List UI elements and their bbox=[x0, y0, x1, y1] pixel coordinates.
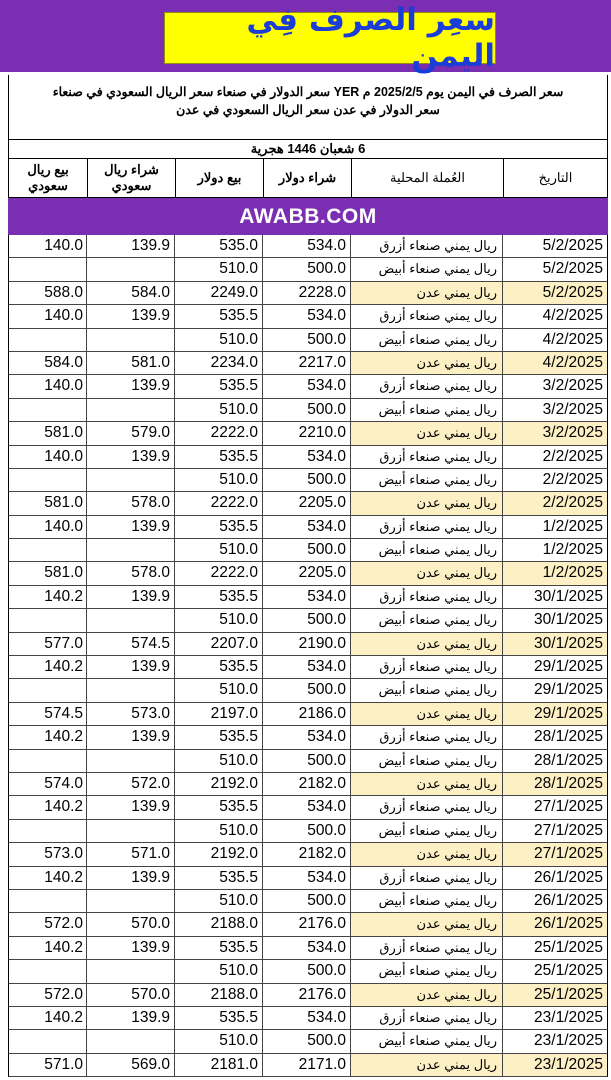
cell-sell-usd: 535.5 bbox=[175, 867, 263, 890]
cell-date: 1/2/2025 bbox=[503, 539, 608, 562]
table-row bbox=[8, 562, 608, 585]
cell-buy-sar: 572.0 bbox=[87, 773, 175, 796]
cell-currency: ريال يمني عدن bbox=[351, 843, 503, 866]
cell-buy-sar: 139.9 bbox=[87, 656, 175, 679]
cell-currency: ريال يمني صنعاء أزرق bbox=[351, 235, 503, 258]
cell-currency: ريال يمني صنعاء أبيض bbox=[351, 960, 503, 983]
cell-currency: ريال يمني صنعاء أزرق bbox=[351, 586, 503, 609]
cell-date: 26/1/2025 bbox=[503, 913, 608, 936]
cell-buy-sar bbox=[87, 539, 175, 562]
cell-sell-usd: 535.5 bbox=[175, 726, 263, 749]
cell-sell-usd: 510.0 bbox=[175, 469, 263, 492]
table-row bbox=[8, 633, 608, 656]
cell-buy-usd: 534.0 bbox=[263, 375, 351, 398]
cell-buy-usd: 534.0 bbox=[263, 1007, 351, 1030]
cell-sell-sar: 140.0 bbox=[8, 446, 87, 469]
cell-date: 27/1/2025 bbox=[503, 796, 608, 819]
cell-buy-sar bbox=[87, 258, 175, 281]
cell-buy-usd: 500.0 bbox=[263, 539, 351, 562]
cell-currency: ريال يمني صنعاء أبيض bbox=[351, 820, 503, 843]
cell-date: 23/1/2025 bbox=[503, 1054, 608, 1077]
table-row bbox=[8, 609, 608, 632]
cell-sell-sar: 581.0 bbox=[8, 562, 87, 585]
site-label: AWABB.COM bbox=[239, 204, 377, 228]
cell-date: 30/1/2025 bbox=[503, 586, 608, 609]
cell-sell-sar bbox=[8, 399, 87, 422]
cell-buy-sar bbox=[87, 469, 175, 492]
cell-buy-usd: 534.0 bbox=[263, 937, 351, 960]
table-row bbox=[8, 305, 608, 328]
table-row bbox=[8, 492, 608, 515]
cell-date: 28/1/2025 bbox=[503, 750, 608, 773]
cell-sell-sar: 140.2 bbox=[8, 726, 87, 749]
cell-sell-sar: 577.0 bbox=[8, 633, 87, 656]
cell-sell-sar: 572.0 bbox=[8, 913, 87, 936]
cell-buy-usd: 2182.0 bbox=[263, 773, 351, 796]
table-row bbox=[8, 1054, 608, 1077]
table-row bbox=[8, 796, 608, 819]
cell-date: 30/1/2025 bbox=[503, 609, 608, 632]
table-row bbox=[8, 656, 608, 679]
cell-buy-usd: 534.0 bbox=[263, 516, 351, 539]
cell-sell-usd: 510.0 bbox=[175, 399, 263, 422]
cell-sell-usd: 510.0 bbox=[175, 820, 263, 843]
site-strip bbox=[8, 198, 608, 235]
cell-date: 3/2/2025 bbox=[503, 375, 608, 398]
cell-sell-usd: 2188.0 bbox=[175, 984, 263, 1007]
cell-date: 28/1/2025 bbox=[503, 773, 608, 796]
cell-buy-usd: 500.0 bbox=[263, 469, 351, 492]
cell-buy-usd: 2176.0 bbox=[263, 913, 351, 936]
cell-currency: ريال يمني صنعاء أزرق bbox=[351, 656, 503, 679]
cell-buy-usd: 2205.0 bbox=[263, 562, 351, 585]
cell-buy-usd: 534.0 bbox=[263, 586, 351, 609]
cell-date: 25/1/2025 bbox=[503, 937, 608, 960]
table-row bbox=[8, 1007, 608, 1030]
cell-date: 29/1/2025 bbox=[503, 703, 608, 726]
cell-date: 30/1/2025 bbox=[503, 633, 608, 656]
cell-buy-usd: 534.0 bbox=[263, 726, 351, 749]
page-title: سعِر الصرف فِي اليمن bbox=[246, 2, 495, 74]
cell-date: 4/2/2025 bbox=[503, 305, 608, 328]
cell-buy-usd: 534.0 bbox=[263, 235, 351, 258]
cell-currency: ريال يمني عدن bbox=[351, 352, 503, 375]
cell-sell-sar: 140.2 bbox=[8, 867, 87, 890]
cell-buy-sar: 139.9 bbox=[87, 867, 175, 890]
cell-currency: ريال يمني عدن bbox=[351, 984, 503, 1007]
cell-sell-sar bbox=[8, 329, 87, 352]
title-banner bbox=[0, 0, 611, 72]
table-row bbox=[8, 446, 608, 469]
cell-currency: ريال يمني صنعاء أبيض bbox=[351, 539, 503, 562]
cell-buy-sar: 579.0 bbox=[87, 422, 175, 445]
cell-sell-sar: 140.2 bbox=[8, 1007, 87, 1030]
cell-date: 28/1/2025 bbox=[503, 726, 608, 749]
cell-sell-usd: 2192.0 bbox=[175, 843, 263, 866]
table-row bbox=[8, 960, 608, 983]
cell-buy-sar bbox=[87, 399, 175, 422]
cell-buy-sar: 139.9 bbox=[87, 586, 175, 609]
table-row bbox=[8, 282, 608, 305]
header-sell-usd: بيع دولار bbox=[175, 158, 264, 198]
cell-sell-sar: 584.0 bbox=[8, 352, 87, 375]
cell-sell-usd: 2234.0 bbox=[175, 352, 263, 375]
cell-currency: ريال يمني صنعاء أبيض bbox=[351, 890, 503, 913]
cell-date: 26/1/2025 bbox=[503, 867, 608, 890]
cell-date: 23/1/2025 bbox=[503, 1030, 608, 1053]
cell-buy-sar: 581.0 bbox=[87, 352, 175, 375]
cell-currency: ريال يمني صنعاء أزرق bbox=[351, 375, 503, 398]
cell-sell-sar bbox=[8, 679, 87, 702]
table-row bbox=[8, 843, 608, 866]
cell-date: 1/2/2025 bbox=[503, 562, 608, 585]
cell-buy-sar: 569.0 bbox=[87, 1054, 175, 1077]
cell-sell-sar bbox=[8, 960, 87, 983]
cell-buy-usd: 500.0 bbox=[263, 1030, 351, 1053]
cell-date: 23/1/2025 bbox=[503, 1007, 608, 1030]
cell-buy-sar bbox=[87, 750, 175, 773]
cell-sell-sar: 140.2 bbox=[8, 656, 87, 679]
cell-currency: ريال يمني عدن bbox=[351, 913, 503, 936]
cell-buy-sar: 578.0 bbox=[87, 562, 175, 585]
cell-buy-usd: 534.0 bbox=[263, 867, 351, 890]
cell-sell-usd: 2188.0 bbox=[175, 913, 263, 936]
cell-buy-sar: 573.0 bbox=[87, 703, 175, 726]
cell-sell-usd: 2181.0 bbox=[175, 1054, 263, 1077]
table-row bbox=[8, 469, 608, 492]
cell-sell-usd: 2197.0 bbox=[175, 703, 263, 726]
cell-date: 29/1/2025 bbox=[503, 656, 608, 679]
table-row bbox=[8, 399, 608, 422]
cell-sell-usd: 2222.0 bbox=[175, 492, 263, 515]
cell-currency: ريال يمني صنعاء أبيض bbox=[351, 609, 503, 632]
table-row bbox=[8, 1030, 608, 1053]
cell-buy-sar: 139.9 bbox=[87, 937, 175, 960]
cell-buy-sar: 570.0 bbox=[87, 984, 175, 1007]
cell-sell-sar bbox=[8, 469, 87, 492]
cell-date: 27/1/2025 bbox=[503, 843, 608, 866]
header-date: التاريخ bbox=[503, 158, 608, 198]
cell-buy-usd: 500.0 bbox=[263, 609, 351, 632]
cell-date: 26/1/2025 bbox=[503, 890, 608, 913]
cell-sell-sar bbox=[8, 258, 87, 281]
cell-date: 5/2/2025 bbox=[503, 258, 608, 281]
cell-currency: ريال يمني صنعاء أزرق bbox=[351, 516, 503, 539]
cell-buy-usd: 2182.0 bbox=[263, 843, 351, 866]
cell-buy-usd: 2217.0 bbox=[263, 352, 351, 375]
cell-sell-usd: 510.0 bbox=[175, 258, 263, 281]
description bbox=[8, 75, 608, 139]
cell-sell-usd: 2249.0 bbox=[175, 282, 263, 305]
cell-sell-sar bbox=[8, 820, 87, 843]
cell-sell-sar: 588.0 bbox=[8, 282, 87, 305]
cell-date: 2/2/2025 bbox=[503, 446, 608, 469]
cell-sell-sar: 571.0 bbox=[8, 1054, 87, 1077]
cell-sell-usd: 510.0 bbox=[175, 890, 263, 913]
table-row bbox=[8, 890, 608, 913]
cell-currency: ريال يمني عدن bbox=[351, 703, 503, 726]
cell-sell-sar: 140.0 bbox=[8, 516, 87, 539]
cell-currency: ريال يمني عدن bbox=[351, 633, 503, 656]
cell-date: 29/1/2025 bbox=[503, 679, 608, 702]
cell-currency: ريال يمني صنعاء أبيض bbox=[351, 679, 503, 702]
table-row bbox=[8, 352, 608, 375]
cell-sell-sar bbox=[8, 1030, 87, 1053]
cell-currency: ريال يمني عدن bbox=[351, 562, 503, 585]
cell-sell-sar: 140.0 bbox=[8, 235, 87, 258]
cell-sell-usd: 2222.0 bbox=[175, 422, 263, 445]
cell-currency: ريال يمني عدن bbox=[351, 492, 503, 515]
cell-currency: ريال يمني عدن bbox=[351, 282, 503, 305]
cell-date: 27/1/2025 bbox=[503, 820, 608, 843]
cell-buy-usd: 2171.0 bbox=[263, 1054, 351, 1077]
hijri-date: 6 شعبان 1446 هجرية bbox=[8, 139, 608, 159]
cell-buy-sar: 571.0 bbox=[87, 843, 175, 866]
cell-buy-usd: 500.0 bbox=[263, 329, 351, 352]
cell-currency: ريال يمني صنعاء أبيض bbox=[351, 1030, 503, 1053]
header-buy-sar: شراء ريال سعودي bbox=[87, 158, 176, 198]
cell-date: 5/2/2025 bbox=[503, 282, 608, 305]
cell-buy-usd: 534.0 bbox=[263, 656, 351, 679]
cell-sell-sar: 140.0 bbox=[8, 305, 87, 328]
table-row bbox=[8, 750, 608, 773]
cell-sell-usd: 535.5 bbox=[175, 375, 263, 398]
cell-currency: ريال يمني عدن bbox=[351, 422, 503, 445]
table-row bbox=[8, 703, 608, 726]
cell-sell-usd: 2222.0 bbox=[175, 562, 263, 585]
table-row bbox=[8, 820, 608, 843]
cell-buy-sar: 570.0 bbox=[87, 913, 175, 936]
cell-date: 4/2/2025 bbox=[503, 352, 608, 375]
description-line-1: سعر الصرف في اليمن يوم 2025/2/5 م YER سعر الدولار في صنعاء سعر الريال السعودي في صنعاء bbox=[52, 85, 564, 99]
cell-buy-usd: 500.0 bbox=[263, 750, 351, 773]
cell-currency: ريال يمني صنعاء أبيض bbox=[351, 258, 503, 281]
cell-buy-usd: 2228.0 bbox=[263, 282, 351, 305]
table-row bbox=[8, 258, 608, 281]
cell-buy-usd: 2210.0 bbox=[263, 422, 351, 445]
cell-buy-sar: 584.0 bbox=[87, 282, 175, 305]
cell-buy-usd: 500.0 bbox=[263, 258, 351, 281]
cell-sell-usd: 510.0 bbox=[175, 329, 263, 352]
cell-currency: ريال يمني صنعاء أزرق bbox=[351, 937, 503, 960]
cell-currency: ريال يمني صنعاء أبيض bbox=[351, 329, 503, 352]
cell-buy-sar bbox=[87, 329, 175, 352]
cell-sell-usd: 535.5 bbox=[175, 1007, 263, 1030]
cell-sell-sar: 581.0 bbox=[8, 422, 87, 445]
cell-sell-sar: 581.0 bbox=[8, 492, 87, 515]
cell-date: 4/2/2025 bbox=[503, 329, 608, 352]
cell-currency: ريال يمني صنعاء أزرق bbox=[351, 726, 503, 749]
cell-buy-usd: 2186.0 bbox=[263, 703, 351, 726]
table-row bbox=[8, 586, 608, 609]
cell-buy-sar: 139.9 bbox=[87, 375, 175, 398]
cell-date: 2/2/2025 bbox=[503, 492, 608, 515]
table-row bbox=[8, 773, 608, 796]
table-row bbox=[8, 679, 608, 702]
cell-buy-usd: 2190.0 bbox=[263, 633, 351, 656]
cell-date: 2/2/2025 bbox=[503, 469, 608, 492]
cell-sell-usd: 535.5 bbox=[175, 305, 263, 328]
cell-buy-sar bbox=[87, 820, 175, 843]
cell-buy-sar bbox=[87, 890, 175, 913]
cell-buy-sar: 139.9 bbox=[87, 726, 175, 749]
cell-date: 3/2/2025 bbox=[503, 422, 608, 445]
table-row bbox=[8, 726, 608, 749]
cell-sell-usd: 510.0 bbox=[175, 750, 263, 773]
cell-buy-sar: 139.9 bbox=[87, 516, 175, 539]
cell-sell-usd: 535.5 bbox=[175, 446, 263, 469]
cell-buy-usd: 500.0 bbox=[263, 960, 351, 983]
cell-sell-usd: 535.5 bbox=[175, 796, 263, 819]
rates-table-body bbox=[8, 235, 608, 1077]
table-row bbox=[8, 867, 608, 890]
cell-currency: ريال يمني صنعاء أزرق bbox=[351, 305, 503, 328]
cell-buy-sar bbox=[87, 960, 175, 983]
cell-buy-usd: 500.0 bbox=[263, 679, 351, 702]
cell-buy-sar: 139.9 bbox=[87, 796, 175, 819]
header-currency: العُملة المحلية bbox=[351, 158, 504, 198]
cell-sell-sar: 573.0 bbox=[8, 843, 87, 866]
cell-currency: ريال يمني صنعاء أزرق bbox=[351, 796, 503, 819]
cell-buy-usd: 500.0 bbox=[263, 820, 351, 843]
cell-sell-usd: 510.0 bbox=[175, 609, 263, 632]
cell-currency: ريال يمني صنعاء أزرق bbox=[351, 446, 503, 469]
cell-buy-sar: 574.5 bbox=[87, 633, 175, 656]
cell-date: 25/1/2025 bbox=[503, 984, 608, 1007]
table-row bbox=[8, 937, 608, 960]
cell-sell-usd: 2207.0 bbox=[175, 633, 263, 656]
cell-buy-usd: 2205.0 bbox=[263, 492, 351, 515]
cell-sell-usd: 535.0 bbox=[175, 235, 263, 258]
cell-buy-sar: 139.9 bbox=[87, 446, 175, 469]
cell-currency: ريال يمني صنعاء أبيض bbox=[351, 750, 503, 773]
cell-currency: ريال يمني صنعاء أزرق bbox=[351, 867, 503, 890]
cell-sell-usd: 535.5 bbox=[175, 937, 263, 960]
cell-sell-usd: 510.0 bbox=[175, 679, 263, 702]
cell-sell-sar: 574.5 bbox=[8, 703, 87, 726]
cell-buy-sar: 139.9 bbox=[87, 235, 175, 258]
cell-sell-usd: 535.5 bbox=[175, 586, 263, 609]
cell-buy-usd: 534.0 bbox=[263, 796, 351, 819]
cell-sell-sar bbox=[8, 890, 87, 913]
table-row bbox=[8, 913, 608, 936]
cell-sell-sar: 572.0 bbox=[8, 984, 87, 1007]
cell-buy-sar: 578.0 bbox=[87, 492, 175, 515]
header-buy-usd: شراء دولار bbox=[263, 158, 352, 198]
table-row bbox=[8, 235, 608, 258]
cell-sell-sar bbox=[8, 539, 87, 562]
table-row bbox=[8, 516, 608, 539]
cell-buy-sar bbox=[87, 1030, 175, 1053]
cell-buy-sar: 139.9 bbox=[87, 1007, 175, 1030]
cell-buy-usd: 2176.0 bbox=[263, 984, 351, 1007]
table-row bbox=[8, 375, 608, 398]
table-row bbox=[8, 329, 608, 352]
cell-currency: ريال يمني صنعاء أبيض bbox=[351, 399, 503, 422]
cell-buy-sar bbox=[87, 679, 175, 702]
cell-buy-usd: 500.0 bbox=[263, 399, 351, 422]
cell-currency: ريال يمني عدن bbox=[351, 773, 503, 796]
table-row bbox=[8, 422, 608, 445]
table-row bbox=[8, 539, 608, 562]
cell-sell-sar: 140.2 bbox=[8, 937, 87, 960]
cell-buy-usd: 534.0 bbox=[263, 305, 351, 328]
cell-sell-usd: 535.5 bbox=[175, 656, 263, 679]
cell-currency: ريال يمني صنعاء أزرق bbox=[351, 1007, 503, 1030]
cell-sell-sar bbox=[8, 750, 87, 773]
cell-buy-sar: 139.9 bbox=[87, 305, 175, 328]
cell-date: 25/1/2025 bbox=[503, 960, 608, 983]
cell-date: 3/2/2025 bbox=[503, 399, 608, 422]
cell-sell-usd: 510.0 bbox=[175, 539, 263, 562]
cell-date: 1/2/2025 bbox=[503, 516, 608, 539]
cell-currency: ريال يمني عدن bbox=[351, 1054, 503, 1077]
cell-sell-sar: 140.2 bbox=[8, 586, 87, 609]
cell-buy-usd: 534.0 bbox=[263, 446, 351, 469]
table-row bbox=[8, 984, 608, 1007]
cell-sell-sar: 574.0 bbox=[8, 773, 87, 796]
cell-sell-sar: 140.2 bbox=[8, 796, 87, 819]
cell-sell-usd: 510.0 bbox=[175, 960, 263, 983]
cell-buy-usd: 500.0 bbox=[263, 890, 351, 913]
cell-sell-usd: 535.5 bbox=[175, 516, 263, 539]
cell-sell-usd: 2192.0 bbox=[175, 773, 263, 796]
description-line-2: سعر الدولار في عدن سعر الريال السعودي في عدن bbox=[176, 103, 440, 117]
cell-sell-sar: 140.0 bbox=[8, 375, 87, 398]
cell-sell-sar bbox=[8, 609, 87, 632]
cell-date: 5/2/2025 bbox=[503, 235, 608, 258]
header-sell-sar: بيع ريال سعودي bbox=[8, 158, 88, 198]
cell-sell-usd: 510.0 bbox=[175, 1030, 263, 1053]
title-box bbox=[164, 2, 496, 74]
cell-currency: ريال يمني صنعاء أبيض bbox=[351, 469, 503, 492]
cell-buy-sar bbox=[87, 609, 175, 632]
